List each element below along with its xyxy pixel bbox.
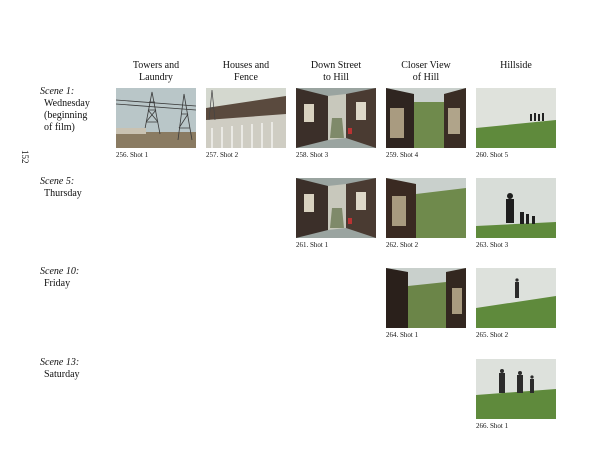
film-still-fence [206, 88, 286, 148]
scene-day: Thursday [44, 188, 82, 199]
frame-caption: 262. Shot 2 [386, 241, 419, 249]
scene-number: Scene 10: [40, 266, 80, 277]
row-label-scene-13 [40, 357, 110, 381]
film-still-hill-close [386, 88, 466, 148]
scene-day: Wednesday [44, 98, 90, 109]
column-header-houses [204, 60, 288, 84]
column-header-line: Houses and [222, 60, 270, 71]
scene-number: Scene 1: [40, 86, 75, 97]
frame-caption: 257. Shot 2 [206, 151, 239, 159]
column-header-line: of Hill [412, 72, 440, 83]
frame-caption: 264. Shot 1 [386, 331, 419, 339]
film-still-street [296, 88, 376, 148]
film-still-hillside-far [476, 88, 556, 148]
page-number: 152 [20, 150, 30, 164]
scene-day: Saturday [44, 369, 80, 380]
film-still-towers [116, 88, 196, 148]
row-label-scene-1 [40, 86, 110, 134]
film-still-hillside-people [476, 178, 556, 238]
column-header-hillside [474, 60, 558, 72]
scene-number: Scene 13: [40, 357, 80, 368]
column-header-line: Laundry [139, 72, 173, 83]
scene-number: Scene 5: [40, 176, 75, 187]
film-still-hillside-three [476, 359, 556, 419]
scene-day: (beginning [44, 110, 88, 121]
column-header-line: to Hill [323, 72, 349, 83]
frame-caption: 260. Shot 5 [476, 151, 509, 159]
scene-day: Friday [44, 278, 71, 289]
row-label-scene-10 [40, 266, 110, 290]
frame-caption: 263. Shot 3 [476, 241, 509, 249]
frame-caption: 256. Shot 1 [116, 151, 149, 159]
column-header-line: Down Street [310, 60, 362, 71]
frame-caption: 258. Shot 3 [296, 151, 329, 159]
film-still-street [296, 178, 376, 238]
column-header-towers [114, 60, 198, 84]
column-header-line: Hillside [500, 60, 532, 71]
frame-caption: 259. Shot 4 [386, 151, 419, 159]
row-label-scene-5 [40, 176, 110, 200]
film-still-hill-close [386, 178, 466, 238]
column-header-down-street [294, 60, 378, 84]
column-header-line: Closer View [401, 60, 451, 71]
column-header-closer-view [384, 60, 468, 84]
scene-day: of film) [44, 122, 75, 133]
column-header-line: Fence [234, 72, 258, 83]
frame-caption: 261. Shot 1 [296, 241, 329, 249]
frame-caption: 265. Shot 2 [476, 331, 509, 339]
column-header-line: Towers and [132, 60, 180, 71]
film-still-hill-close [386, 268, 466, 328]
film-still-hillside-one [476, 268, 556, 328]
frame-caption: 266. Shot 1 [476, 422, 509, 430]
